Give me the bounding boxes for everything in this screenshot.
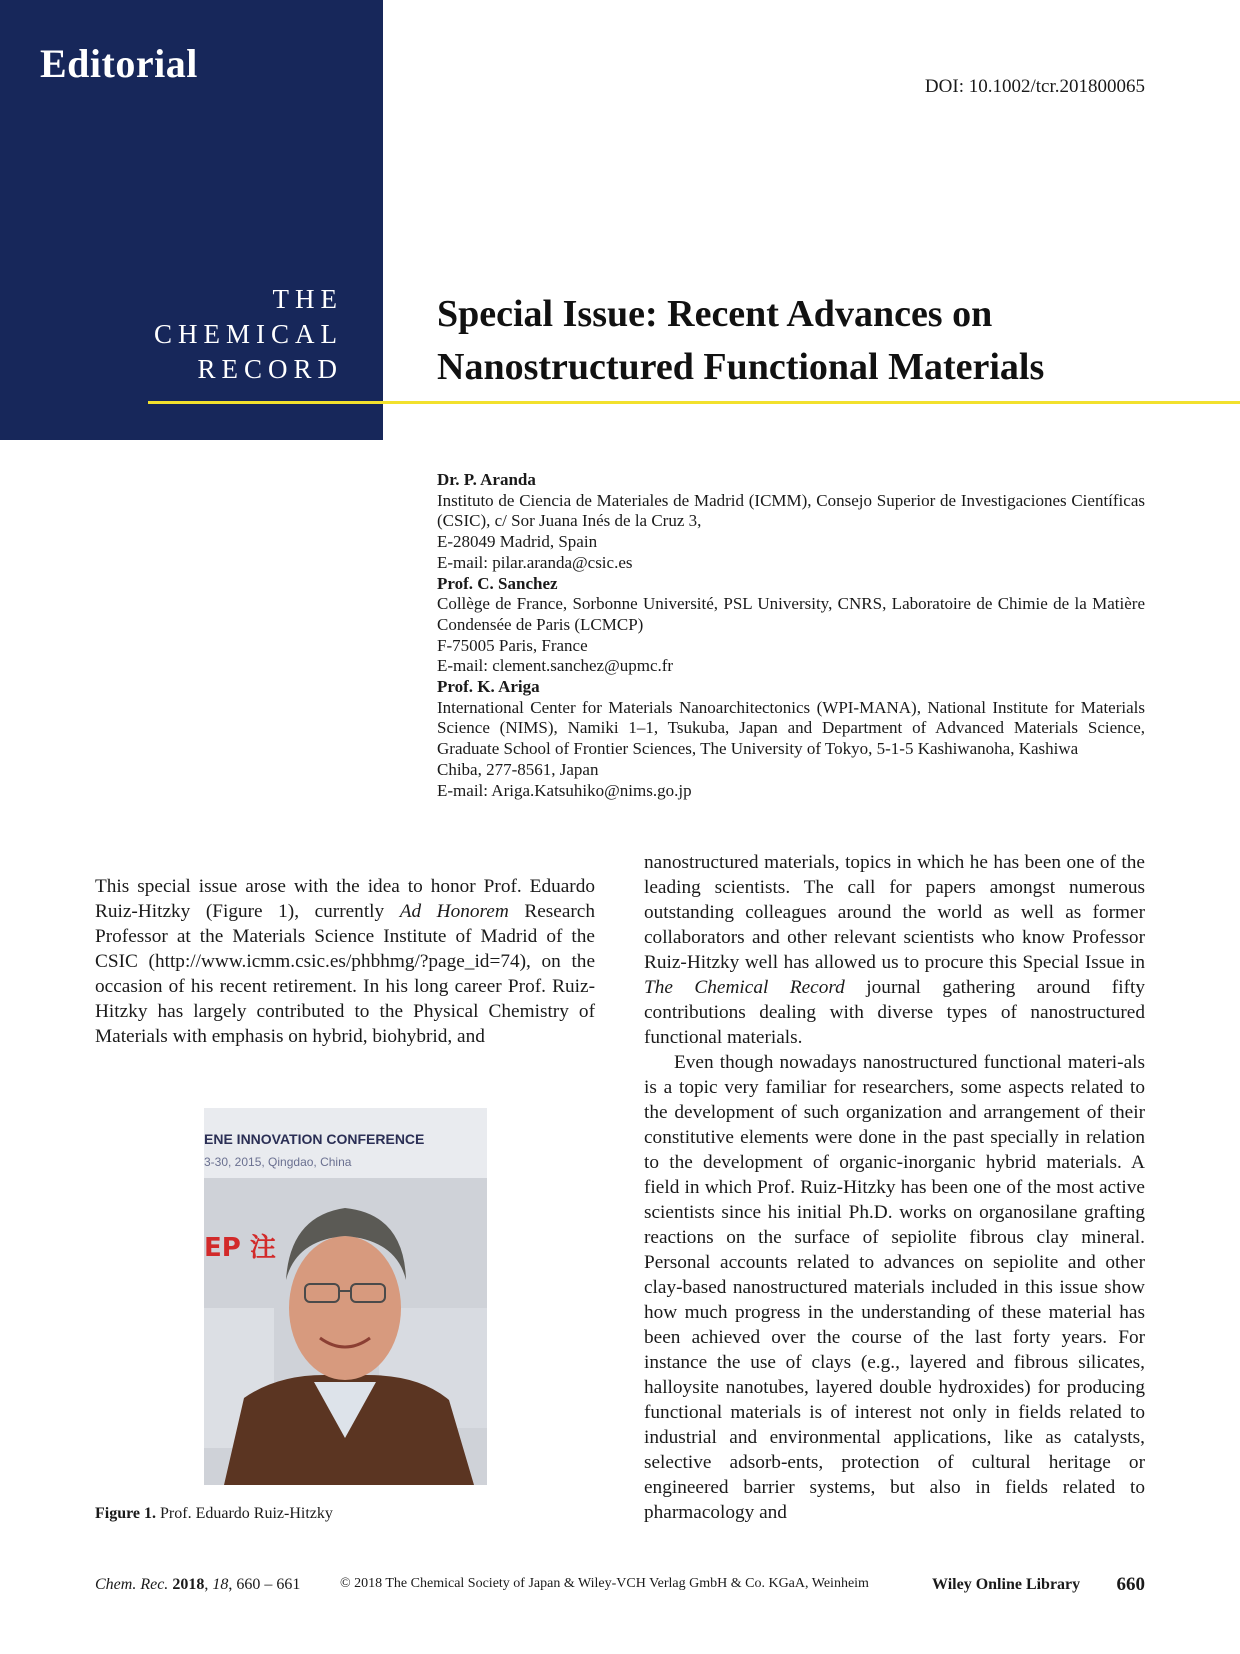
text-run: journal gathering around fifty contributions dealing with diverse types of nanostructured functional materials.: [644, 977, 1145, 1048]
doi[interactable]: DOI: 10.1002/tcr.201800065: [924, 76, 1145, 97]
copyright: © 2018 The Chemical Society of Japan & Wiley-VCH Verlag GmbH & Co. KGaA, Weinheim: [340, 1576, 869, 1591]
author-address: F-75005 Paris, France: [437, 635, 588, 655]
citation: Chem. Rec. 2018, 18, 660 – 661: [95, 1576, 301, 1593]
journal-abbrev: Chem. Rec.: [95, 1576, 169, 1593]
journal-name: [154, 282, 343, 387]
author-affiliation: International Center for Materials Nanoarchitectonics (WPI-MANA), National Institute for Materials Science (NIMS), Namiki 1–1, Tsukuba, Japan and Department of Advanced Materials Science, Graduate School of Frontier Sciences, The University of Tokyo, 5-1-5 Kashiwanoha, Kashiwa: [437, 697, 1145, 759]
italic-run: Ad Honorem: [399, 901, 509, 922]
title-line: Special Issue: Recent Advances on: [437, 293, 993, 335]
journal-banner: [0, 0, 383, 440]
author-email[interactable]: E-mail: clement.sanchez@upmc.fr: [437, 656, 674, 676]
journal-line: THE: [272, 284, 343, 314]
author-address: Chiba, 277-8561, Japan: [437, 759, 599, 779]
title-line: Nanostructured Functional Materials: [437, 346, 1045, 388]
text-run: Research Professor at the Materials Science Institute of Madrid of the CSIC (http://www.icmm.csic.es/phbhmg/?page_id=74), on the occasion of his recent retirement. In his long career Prof. Ruiz-Hitzky has largely contributed to the Physical Chemistry of Materials with emphasis on hybrid, biohybrid, and: [95, 901, 595, 1047]
citation-pages: , 660 – 661: [228, 1576, 301, 1593]
photo-red-text: EP 注: [204, 1233, 276, 1263]
author-name: Prof. K. Ariga: [437, 677, 540, 697]
author-name: Prof. C. Sanchez: [437, 573, 558, 593]
page-footer: [95, 1576, 1145, 1600]
author-block: [437, 470, 1145, 801]
author-affiliation: Collège de France, Sorbonne Université, PSL University, CNRS, Laboratoire de Chimie de la Matière Condensée de Paris (LCMCP): [437, 594, 1145, 634]
italic-run: The Chemical Record: [644, 977, 845, 998]
photo-banner-date: 3-30, 2015, Qingdao, China: [204, 1155, 352, 1169]
figure-1-photo: [204, 1108, 487, 1485]
journal-line: CHEMICAL: [154, 319, 343, 349]
figure-caption: [95, 1505, 333, 1523]
citation-volume: 18: [212, 1576, 229, 1593]
body-paragraph: Even though nowadays nanostructured functional materi-als is a topic very familiar for researchers, some aspects related to the development of such organization and arrangement of their constitutive elements were done in the past specially in relation to the development of organic-inorganic hybrid materials. A field in which Prof. Ruiz-Hitzky has been one of the most active scientists since his initial Ph.D. works on organosilane grafting reactions on the surface of sepiolite fibrous clay mineral. Personal accounts related to advances on sepiolite and other clay-based nanostructured materials included in this issue show how much progress in the understanding of these material has been achieved over the course of the last forty years. For instance the use of clays (e.g., layered and fibrous silicates, halloysite nanotubes, layered double hydroxides) for producing functional materials is of interest not only in fields related to industrial and environmental applications, like as catalysts, selective adsorb-ents, protection of cultural heritage or engineered barrier systems, but also in fields related to pharmacology and: [644, 1052, 1145, 1523]
figure-label: Figure 1.: [95, 1505, 157, 1522]
text-run: This special issue arose with the idea to honor Prof. Eduardo Ruiz-Hitzky (Figure 1), currently: [95, 876, 595, 922]
author-email[interactable]: E-mail: Ariga.Katsuhiko@nims.go.jp: [437, 780, 692, 800]
body-paragraph: [95, 874, 595, 1049]
journal-line: RECORD: [197, 354, 343, 384]
citation-year: 2018: [172, 1576, 205, 1593]
body-column-right: [644, 850, 1145, 1525]
wiley-online-library-link[interactable]: Wiley Online Library: [932, 1576, 1081, 1593]
author-email[interactable]: E-mail: pilar.aranda@csic.es: [437, 552, 633, 572]
figure-caption-text: Prof. Eduardo Ruiz-Hitzky: [160, 1505, 333, 1522]
body-paragraph: [644, 850, 1145, 1050]
photo-banner-text: ENE INNOVATION CONFERENCE: [204, 1131, 425, 1147]
article-title: [437, 288, 1197, 394]
section-label: Editorial: [40, 41, 198, 86]
title-rule: [148, 401, 1240, 404]
text-run: nanostructured materials, topics in which he has been one of the leading scientists. The call for papers amongst numerous outstanding colleagues around the world as well as former collaborators and other relevant scientists who know Professor Ruiz-Hitzky well has allowed us to procure this Special Issue in: [644, 852, 1145, 973]
author-name: Dr. P. Aranda: [437, 470, 536, 489]
author-address: E-28049 Madrid, Spain: [437, 532, 598, 552]
body-column-left: [95, 874, 595, 1049]
page-number: 660: [1116, 1574, 1145, 1595]
author-affiliation: Instituto de Ciencia de Materiales de Madrid (ICMM), Consejo Superior de Investigaciones Científicas (CSIC), c/ Sor Juana Inés de la Cruz 3,: [437, 490, 1145, 531]
